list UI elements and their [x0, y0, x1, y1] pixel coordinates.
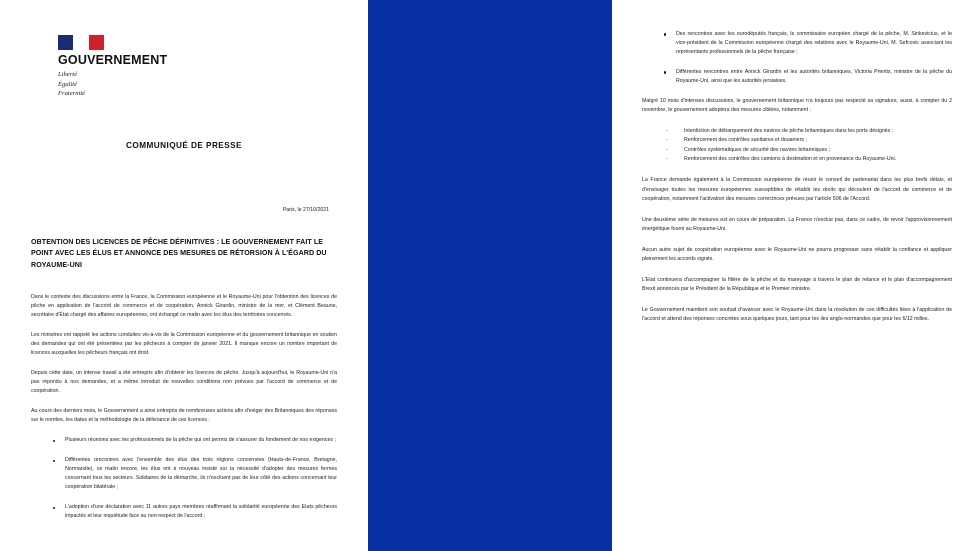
list-item: - Interdiction de débarquement des navires de pêche britanniques dans les ports désignés ; — [666, 127, 952, 136]
page-title: OBTENTION DES LICENCES DE PÊCHE DÉFINITIVES : LE GOUVERNEMENT FAIT LE POINT AVEC LES ÉLUS ET ANNONCE DES MESURES DE RÉTORSION À L'ÉGARD DU ROYAUME-UNI — [31, 237, 327, 269]
press-release-kicker: COMMUNIQUÉ DE PRESSE — [126, 140, 242, 150]
list-item: Plusieurs réunions avec les professionnels de la pêche qui ont permis de s'assurer du fondement de nos exigences ; — [53, 436, 337, 445]
paragraph: Dans le contexte des discussions entre la France, la Commission européenne et le Royaume-Uni pour l'obtention des licences de pêche en application de l'accord de commerce et de coopération, Annick Girardin, ministre de la mer, et Clément Beaune, secrétaire d'État chargé des affaires européennes, ont échangé ce matin avec les élus des territoires concernés. — [31, 294, 337, 319]
list-item: - Renforcement des contrôles sanitaires et douaniers ; — [666, 136, 952, 145]
measures-intro-paragraph: Malgré 10 mois d'intenses discussions, le gouvernement britannique n'a toujours pas respecté sa signature, aussi, à compter du 2 novembre, le gouvernement adoptera des mesures ciblées, notamment : — [642, 98, 952, 114]
document-page-right — [612, 0, 980, 551]
list-item: - Renforcement des contrôles des camions à destination et en provenance du Royaume-Uni. — [666, 155, 952, 164]
flag-red-band — [89, 35, 104, 50]
motto-line-liberte: Liberté — [58, 71, 78, 79]
left-bullet-list — [31, 436, 337, 521]
dateline: Paris, le 27/10/2021 — [282, 206, 329, 213]
flag-white-band — [73, 35, 89, 50]
paragraph: Le Gouvernement maintient son souhait d'avancer avec le Royaume-Uni dans la résolution de ces difficultés liées à l'application de l'accord et attend des réponses concrètes sous quelques jours, tant pour les iles anglo-normandes que pour les 6/12 milles. — [642, 306, 952, 322]
list-item: Différentes rencontres entre Annick Girardin et les autorités britanniques, Victoria Prentis, ministre de la pêche du Royaume-Uni, ainsi que les autorités jersiaises. — [664, 68, 952, 86]
motto-line-egalite: Égalité — [58, 80, 78, 88]
paragraph: L'Etat continuera d'accompagner la filière de la pêche et du mareyage à travers le plan de relance et le plan d'accompagnement Brexit annoncés par le Président de la République et le Premier ministre. — [642, 276, 952, 292]
left-body-text — [31, 293, 337, 521]
paragraph: Au cours des derniers mois, le Gouvernement a ainsi entrepris de nombreuses actions afin d'exiger des Britanniques des réponses sur le nombre, les dates et la méthodologie de la délivrance de ces licences : — [31, 408, 337, 424]
flag-blue-band — [58, 35, 73, 50]
list-item: Des rencontres avec les eurodéputés français, le commissaire européen chargé de la pêche, M. Sinkevicius, et le vice-président de la Commission européenne chargé des relations avec le Royaume-Uni, M. Sefcovic associant les représentants professionnels de la pêche française ; — [664, 30, 952, 57]
paragraph: Aucun autre sujet de coopération européenne avec le Royaume-Uni ne pourra progresser sans rétablir la confiance et appliquer pleinement les accords signés. — [642, 246, 952, 262]
list-item: L'adoption d'une déclaration avec 11 autres pays membres réaffirmant la solidarité européenne des Etats pêcheurs impactés et leur inquiétude face au non-respect de l'accord ; — [53, 503, 337, 521]
logo-motto — [58, 70, 178, 99]
measures-list — [642, 127, 952, 164]
paragraph: Les ministres ont rappelé les actions conduites vis-à-vis de la Commission européenne et du gouvernement britannique en soutien des demandes qui ont été présentées par les pêcheurs à compter de janvier 2021. Il manque encore un nombre important de licences auxquelles les pêcheurs français ont droit. — [31, 332, 337, 357]
list-item: Différentes rencontres avec l'ensemble des élus des trois régions concernées (Hauts-de-France, Bretagne, Normandie), ce matin encore, les élus ont à nouveau insisté sur la nécessité d'adopter des mesures fermes concernant tous les secteurs. Solidaires de la démarche, ils n'excluent pas de leur côté des actions concernant leur coopération bilatérale ; — [53, 456, 337, 492]
logo-wordmark: GOUVERNEMENT — [58, 53, 168, 67]
right-body-text — [642, 30, 952, 324]
motto-line-fraternite: Fraternité — [58, 90, 86, 98]
paragraph: Depuis cette date, un intense travail a été entrepris afin d'obtenir les licences de pêche. Jusqu'à aujourd'hui, le Royaume-Uni n'a pas répondu à nos demandes, et a même introduit de nouvelles conditions non prévues par l'accord de commerce et de coopération. — [31, 370, 337, 395]
page-gutter — [368, 0, 612, 551]
paragraph: Une deuxième série de mesures est en cours de préparation. La France n'exclue pas, dans ce cadre, de revoir l'approvisionnement énergétique fourni au Royaume-Uni. — [642, 216, 952, 232]
list-item: - Contrôles systématiques de sécurité des navires britanniques ; — [666, 146, 952, 155]
paragraph: La France demande également à la Commission européenne de réunir le conseil de partenariat dans les plus brefs délais, et d'envisager toutes les mesures européennes susceptibles de rétablir les droits qui découlent de l'accord de commerce et de coopération, notamment l'activation des mesures correctrices prévues par l'article 506 de l'Accord. — [642, 177, 952, 202]
government-logo — [58, 35, 178, 99]
french-flag-icon — [58, 35, 104, 50]
right-bullet-list — [642, 30, 952, 86]
document-page-left — [0, 0, 368, 551]
